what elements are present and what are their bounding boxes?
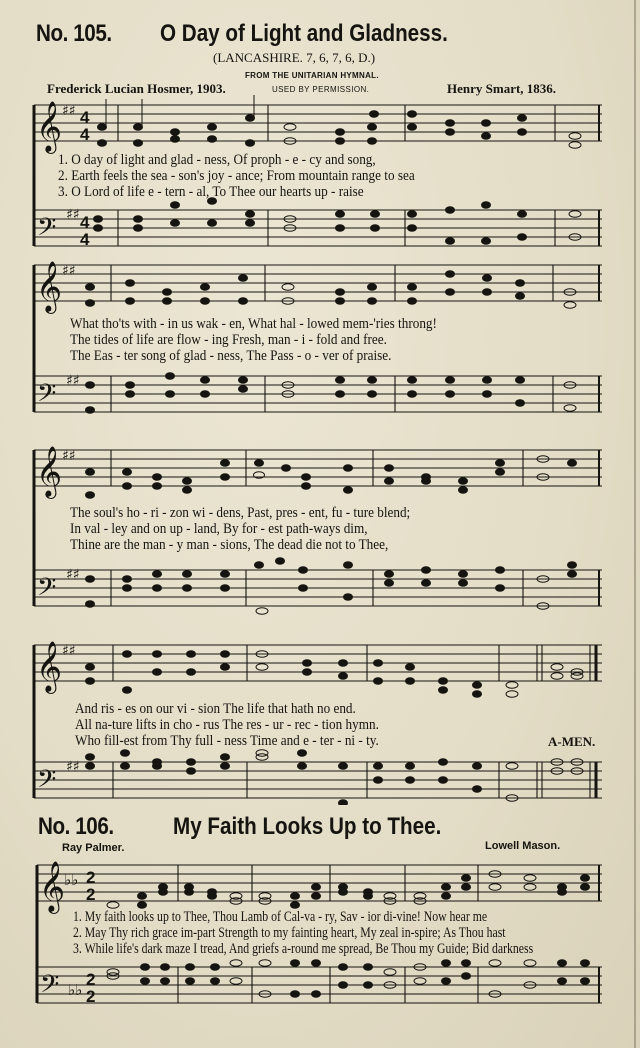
hymn-105-words-by: Frederick Lucian Hosmer, 1903. [47,81,226,96]
lyric-line: The soul's ho - ri - zon wi - dens, Past, pres - ent, fu - ture blend; [70,505,411,521]
svg-text:2: 2 [86,970,96,989]
svg-text:♭♭: ♭♭ [68,981,83,999]
treble-clef-icon: 𝄞 [36,101,63,152]
lyric-line: 1. My faith looks up to Thee, Thou Lamb of Cal-va - ry, Sav - ior di-vine! Now hear me [73,909,488,925]
hymn-106-title: My Faith Looks Up to Thee. [173,813,442,840]
hymn-105-tune: (LANCASHIRE. 7, 6, 7, 6, D.) [213,50,376,65]
hymn-105-title: O Day of Light and Gladness. [160,20,448,47]
lyric-line: 2. Earth feels the sea - son's joy - ance; From mountain range to sea [58,168,415,184]
svg-text:𝄢: 𝄢 [37,573,57,608]
svg-text:4: 4 [80,125,90,144]
time-signature: 4 [80,108,90,127]
amen-label: A-MEN. [548,734,596,749]
lyric-line: In val - ley and on up - land, By for - est path-ways dim, [70,521,368,537]
lyric-line: The tides of life are flow - ing Fresh, man - i - fold and free. [70,332,387,348]
svg-text:♯♯: ♯♯ [66,373,80,389]
svg-text:𝄢: 𝄢 [40,970,60,1005]
svg-text:2: 2 [86,868,96,887]
svg-text:♯♯: ♯♯ [62,263,76,279]
lyric-line: Thine are the man - y man - sions, The dead die not to Thee, [70,537,389,553]
hymn-105-permission: USED BY PERMISSION. [272,85,370,94]
svg-text:2: 2 [86,987,96,1006]
svg-text:♯♯: ♯♯ [66,567,80,583]
svg-text:𝄢: 𝄢 [37,765,57,800]
lyric-line: And ris - es on our vi - sion The life that hath no end. [75,701,356,717]
svg-text:𝄞: 𝄞 [39,861,66,912]
lyric-line: 1. O day of light and glad - ness, Of proph - e - cy and song, [58,152,376,168]
lyric-line: 3. While life's dark maze I tread, And griefs a-round me spread, Be Thou my Guide; Bid darkness [73,941,534,957]
lyric-line: The Eas - ter song of glad - ness, The Pass - o - ver of praise. [70,348,392,364]
flat-icon: ♭♭ [64,871,79,889]
svg-text:2: 2 [86,885,96,904]
lyric-line: 3. O Lord of life e - tern - al, To Thee our hearts up - raise [58,184,364,200]
svg-text:𝄞: 𝄞 [36,446,63,497]
sharp-icon: ♯♯ [62,103,76,119]
lyric-line: What tho'ts with - in us wak - en, What hal - lowed mem-'ries throng! [70,316,437,332]
lyric-line: 2. May Thy rich grace im-part Strength to my fainting heart, My zeal in-spire; As Thou hast [73,925,506,941]
svg-text:♯♯: ♯♯ [62,643,76,659]
hymn-105-source: FROM THE UNITARIAN HYMNAL. [245,71,379,80]
hymn-105-number: No. 105. [36,20,112,47]
svg-text:𝄞: 𝄞 [36,641,63,692]
lyric-line: Who fill-est from Thy full - ness Time and e - ter - ni - ty. [75,733,379,749]
hymn-105-music-by: Henry Smart, 1836. [447,81,557,96]
svg-text:4: 4 [80,213,90,232]
svg-text:𝄞: 𝄞 [36,261,63,312]
sharp-icon: ♯♯ [66,207,80,223]
svg-text:4: 4 [80,230,90,249]
hymn-106-number: No. 106. [38,813,114,840]
lyric-line: All na-ture lifts in cho - rus The res - ur - rec - tion hymn. [75,717,379,733]
svg-text:♯♯: ♯♯ [66,759,80,775]
svg-text:♯♯: ♯♯ [62,448,76,464]
hymn-106-music-by: Lowell Mason. [485,840,561,852]
svg-text:𝄢: 𝄢 [37,379,57,414]
bass-clef-icon: 𝄢 [37,213,57,248]
hymn-106-words-by: Ray Palmer. [62,842,125,854]
